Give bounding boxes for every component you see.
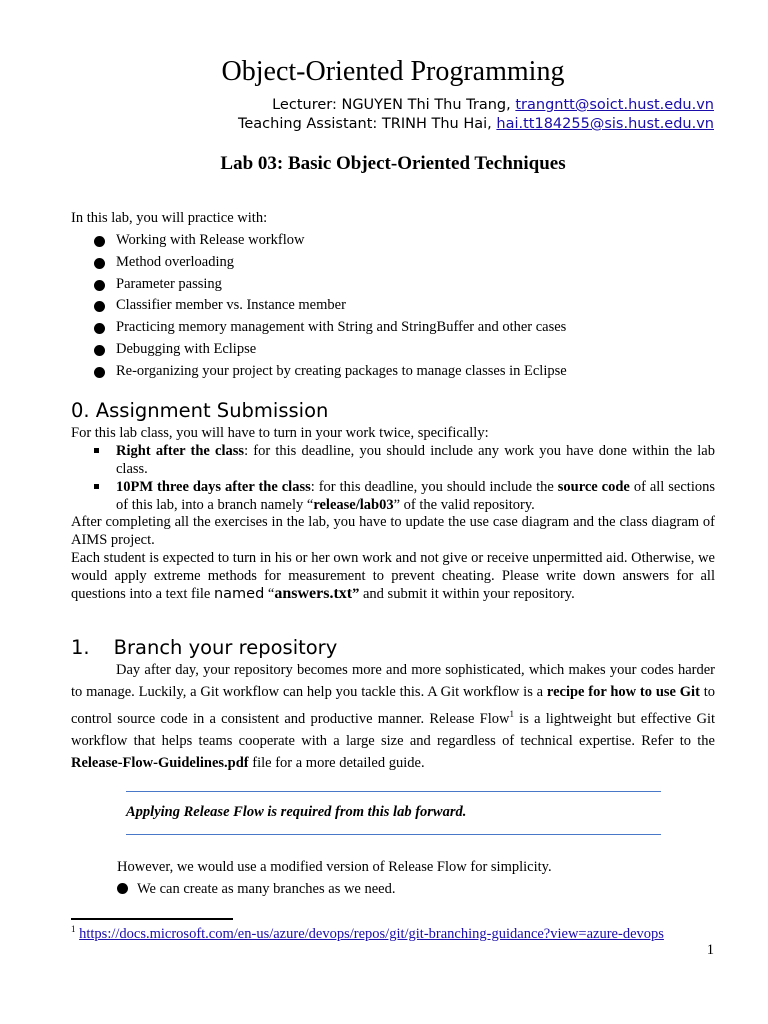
footnote bbox=[71, 924, 664, 943]
bullet-icon bbox=[94, 236, 105, 247]
list-item: Practicing memory management with String and StringBuffer and other cases bbox=[94, 317, 734, 339]
deadline-list bbox=[116, 442, 715, 514]
footnote-separator bbox=[71, 918, 233, 920]
list-item: Working with Release workflow bbox=[94, 230, 734, 252]
section-0-heading: 0. Assignment Submission bbox=[71, 399, 329, 422]
list-item: 10PM three days after the class: for this deadline, you should include the source code of all sections of this lab, into a branch namely “release/lab03” of the valid repository. bbox=[116, 478, 715, 514]
lecturer-line bbox=[272, 97, 714, 113]
document-title: Object-Oriented Programming bbox=[221, 56, 565, 87]
bullet-icon bbox=[94, 345, 105, 356]
ta-email-link[interactable]: hai.tt184255@sis.hust.edu.vn bbox=[496, 116, 714, 132]
bullet-icon bbox=[94, 323, 105, 334]
ta-label: Teaching Assistant: TRINH Thu Hai, bbox=[237, 116, 497, 132]
section-1-para-1: Day after day, your repository becomes more and more sophisticated, which makes your codes harder to manage. Luckily, a Git workflow can help you tackle this. A Git workflow is a recipe for how to use Git to control source code in a consistent and productive manner. Release Flow$^1$ is a lightweight but effective Git workflow that helps teams cooperate with a large size and regardless of technical expertise. Refer to the Release-Flow-Guidelines.pdf file for a more detailed guide. bbox=[71, 662, 715, 771]
bullet-icon bbox=[94, 258, 105, 269]
footnote-marker: 1 bbox=[71, 924, 76, 934]
section-0-para-3: Each student is expected to turn in his or her own work and not give or receive unpermitted aid. Otherwise, we would apply extreme methods for measurement to prevent cheating. Please write down answers for all questions into a text file named “answers.txt” and submit it within your repository. bbox=[71, 550, 715, 602]
lecturer-label: Lecturer: NGUYEN Thi Thu Trang, bbox=[272, 97, 516, 113]
bullet-icon bbox=[94, 301, 105, 312]
list-item: Classifier member vs. Instance member bbox=[94, 295, 734, 317]
footnote-ref[interactable]: 1 bbox=[509, 709, 514, 719]
section-0-para-2: After completing all the exercises in the lab, you have to update the use case diagram and the class diagram of AIMS project. bbox=[71, 514, 715, 548]
intro-text: In this lab, you will practice with: bbox=[71, 210, 268, 226]
square-bullet-icon bbox=[94, 484, 99, 489]
note-top-rule bbox=[126, 791, 661, 792]
list-item: Debugging with Eclipse bbox=[94, 339, 734, 361]
list-item: Parameter passing bbox=[94, 274, 734, 296]
lab-title: Lab 03: Basic Object-Oriented Techniques bbox=[220, 153, 566, 174]
practice-list bbox=[94, 230, 734, 383]
section-1-heading: 1. Branch your repository bbox=[71, 636, 338, 659]
note-bottom-rule bbox=[126, 834, 661, 835]
bullet-icon bbox=[94, 367, 105, 378]
ta-line bbox=[238, 116, 714, 132]
lecturer-email-link[interactable]: trangntt@soict.hust.edu.vn bbox=[515, 97, 714, 113]
list-item: Re-organizing your project by creating packages to manage classes in Eclipse bbox=[94, 361, 734, 383]
square-bullet-icon bbox=[94, 448, 99, 453]
footnote-link[interactable]: https://docs.microsoft.com/en-us/azure/devops/repos/git/git-branching-guidance?view=azure-devops bbox=[79, 925, 664, 942]
section-1-para-2: However, we would use a modified version of Release Flow for simplicity. bbox=[117, 859, 552, 875]
list-item: We can create as many branches as we need. bbox=[117, 881, 396, 898]
section-0-lead: For this lab class, you will have to turn in your work twice, specifically: bbox=[71, 425, 489, 441]
page-number: 1 bbox=[706, 942, 714, 958]
list-item: Method overloading bbox=[94, 252, 734, 274]
list-item: Right after the class: for this deadline, you should include any work you have done within the lab class. bbox=[116, 442, 715, 478]
bullet-icon bbox=[117, 883, 128, 894]
bullet-icon bbox=[94, 280, 105, 291]
release-flow-note: Applying Release Flow is required from this lab forward. bbox=[126, 804, 467, 820]
